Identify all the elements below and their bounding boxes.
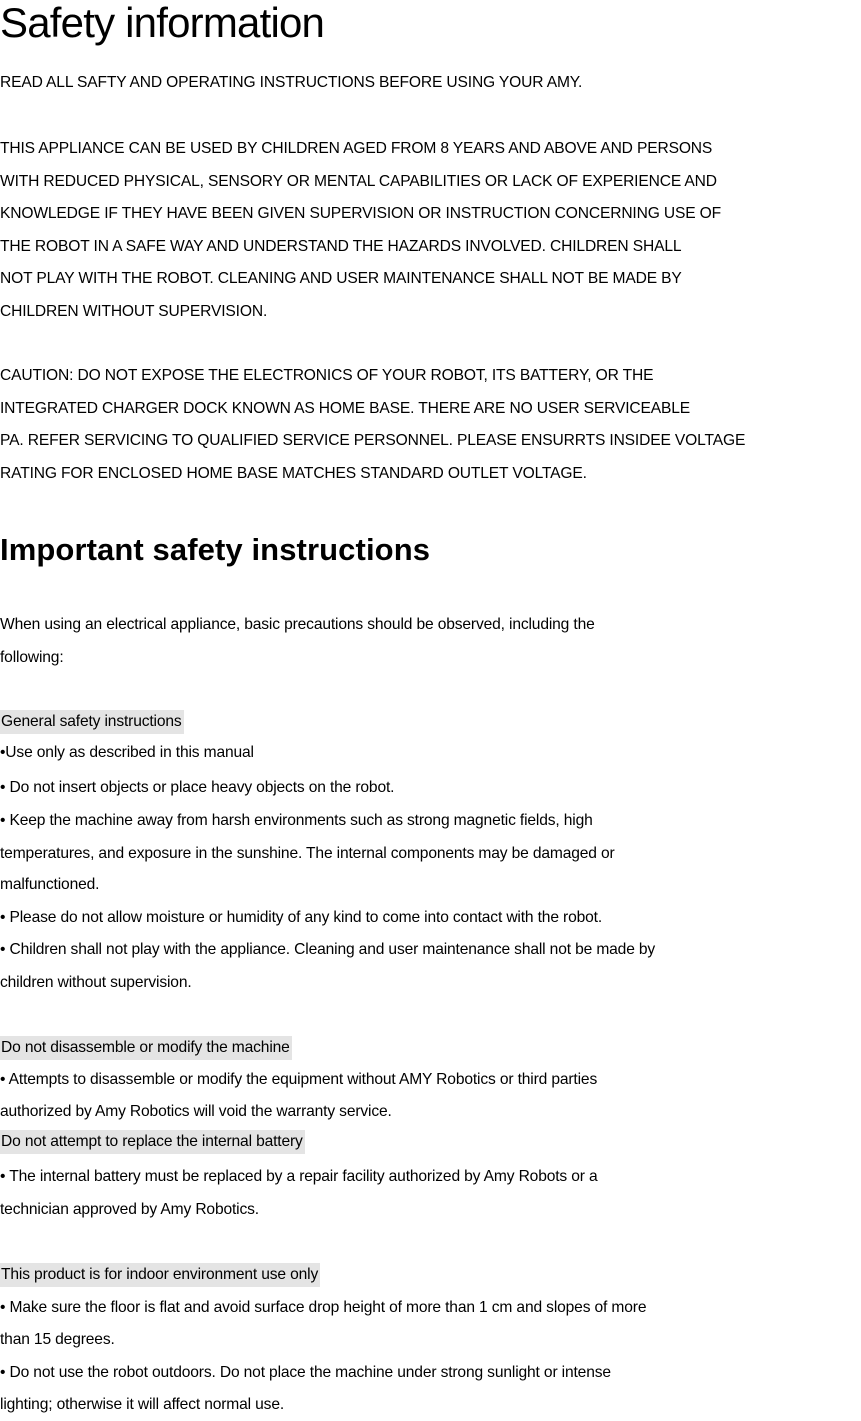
general-safety-item: • Please do not allow moisture or humidity of any kind to come into contact with the robot. — [0, 909, 603, 926]
precautions-line: following: — [0, 648, 64, 666]
indoor-use-item: • Make sure the floor is flat and avoid surface drop height of more than 1 cm and slopes of more — [0, 1299, 647, 1316]
general-safety-item: •Use only as described in this manual — [0, 744, 254, 761]
read-all-notice — [0, 67, 861, 100]
caution-line: PA. REFER SERVICING TO QUALIFIED SERVICE PERSONNEL. PLEASE ENSURRTS INSIDEE VOLTAGE — [0, 432, 746, 449]
general-safety-item: malfunctioned. — [0, 876, 100, 893]
disassemble-item: • Attempts to disassemble or modify the equipment without AMY Robotics or third parties — [0, 1071, 598, 1088]
indoor-use-item: lighting; otherwise it will affect normal use. — [0, 1396, 285, 1413]
indoor-use-item: than 15 degrees. — [0, 1331, 115, 1348]
appliance-line: NOT PLAY WITH THE ROBOT. CLEANING AND USER MAINTENANCE SHALL NOT BE MADE BY — [0, 270, 682, 287]
general-safety-item: children without supervision. — [0, 974, 192, 991]
general-safety-item: • Keep the machine away from harsh environments such as strong magnetic fields, high — [0, 812, 593, 829]
page-title: Safety information — [0, 0, 325, 46]
important-safety-heading: Important safety instructions — [0, 532, 431, 567]
appliance-use-warning — [0, 133, 861, 328]
battery-item: technician approved by Amy Robotics. — [0, 1201, 259, 1218]
indoor-use-item: • Do not use the robot outdoors. Do not place the machine under strong sunlight or intense — [0, 1364, 611, 1381]
appliance-line: CHILDREN WITHOUT SUPERVISION. — [0, 302, 268, 320]
appliance-line: WITH REDUCED PHYSICAL, SENSORY OR MENTAL CAPABILITIES OR LACK OF EXPERIENCE AND — [0, 172, 717, 190]
caution-line: CAUTION: DO NOT EXPOSE THE ELECTRONICS OF YOUR ROBOT, ITS BATTERY, OR THE — [0, 367, 654, 384]
general-safety-item: • Children shall not play with the appliance. Cleaning and user maintenance shall not be made by — [0, 941, 656, 958]
appliance-line: THE ROBOT IN A SAFE WAY AND UNDERSTAND THE HAZARDS INVOLVED. CHILDREN SHALL — [0, 237, 682, 255]
appliance-line: THIS APPLIANCE CAN BE USED BY CHILDREN AGED FROM 8 YEARS AND ABOVE AND PERSONS — [0, 140, 713, 157]
general-safety-item: • Do not insert objects or place heavy objects on the robot. — [0, 779, 395, 796]
general-safety-subheading: General safety instructions — [0, 710, 184, 734]
battery-subheading: Do not attempt to replace the internal battery — [0, 1130, 305, 1154]
general-safety-item: temperatures, and exposure in the sunshine. The internal components may be damaged or — [0, 845, 615, 862]
caution-notice — [0, 360, 861, 490]
read-all-line: READ ALL SAFTY AND OPERATING INSTRUCTIONS BEFORE USING YOUR AMY. — [0, 74, 583, 91]
indoor-use-subheading: This product is for indoor environment use only — [0, 1263, 320, 1287]
appliance-line: KNOWLEDGE IF THEY HAVE BEEN GIVEN SUPERVISION OR INSTRUCTION CONCERNING USE OF — [0, 205, 722, 222]
disassemble-subheading: Do not disassemble or modify the machine — [0, 1036, 292, 1060]
precautions-paragraph — [0, 609, 861, 674]
precautions-line: When using an electrical appliance, basic precautions should be observed, including the — [0, 616, 595, 633]
caution-line: RATING FOR ENCLOSED HOME BASE MATCHES STANDARD OUTLET VOLTAGE. — [0, 464, 587, 482]
caution-line: INTEGRATED CHARGER DOCK KNOWN AS HOME BASE. THERE ARE NO USER SERVICEABLE — [0, 399, 691, 417]
battery-item: • The internal battery must be replaced by a repair facility authorized by Amy Robots or a — [0, 1168, 598, 1185]
disassemble-item: authorized by Amy Robotics will void the warranty service. — [0, 1103, 392, 1120]
